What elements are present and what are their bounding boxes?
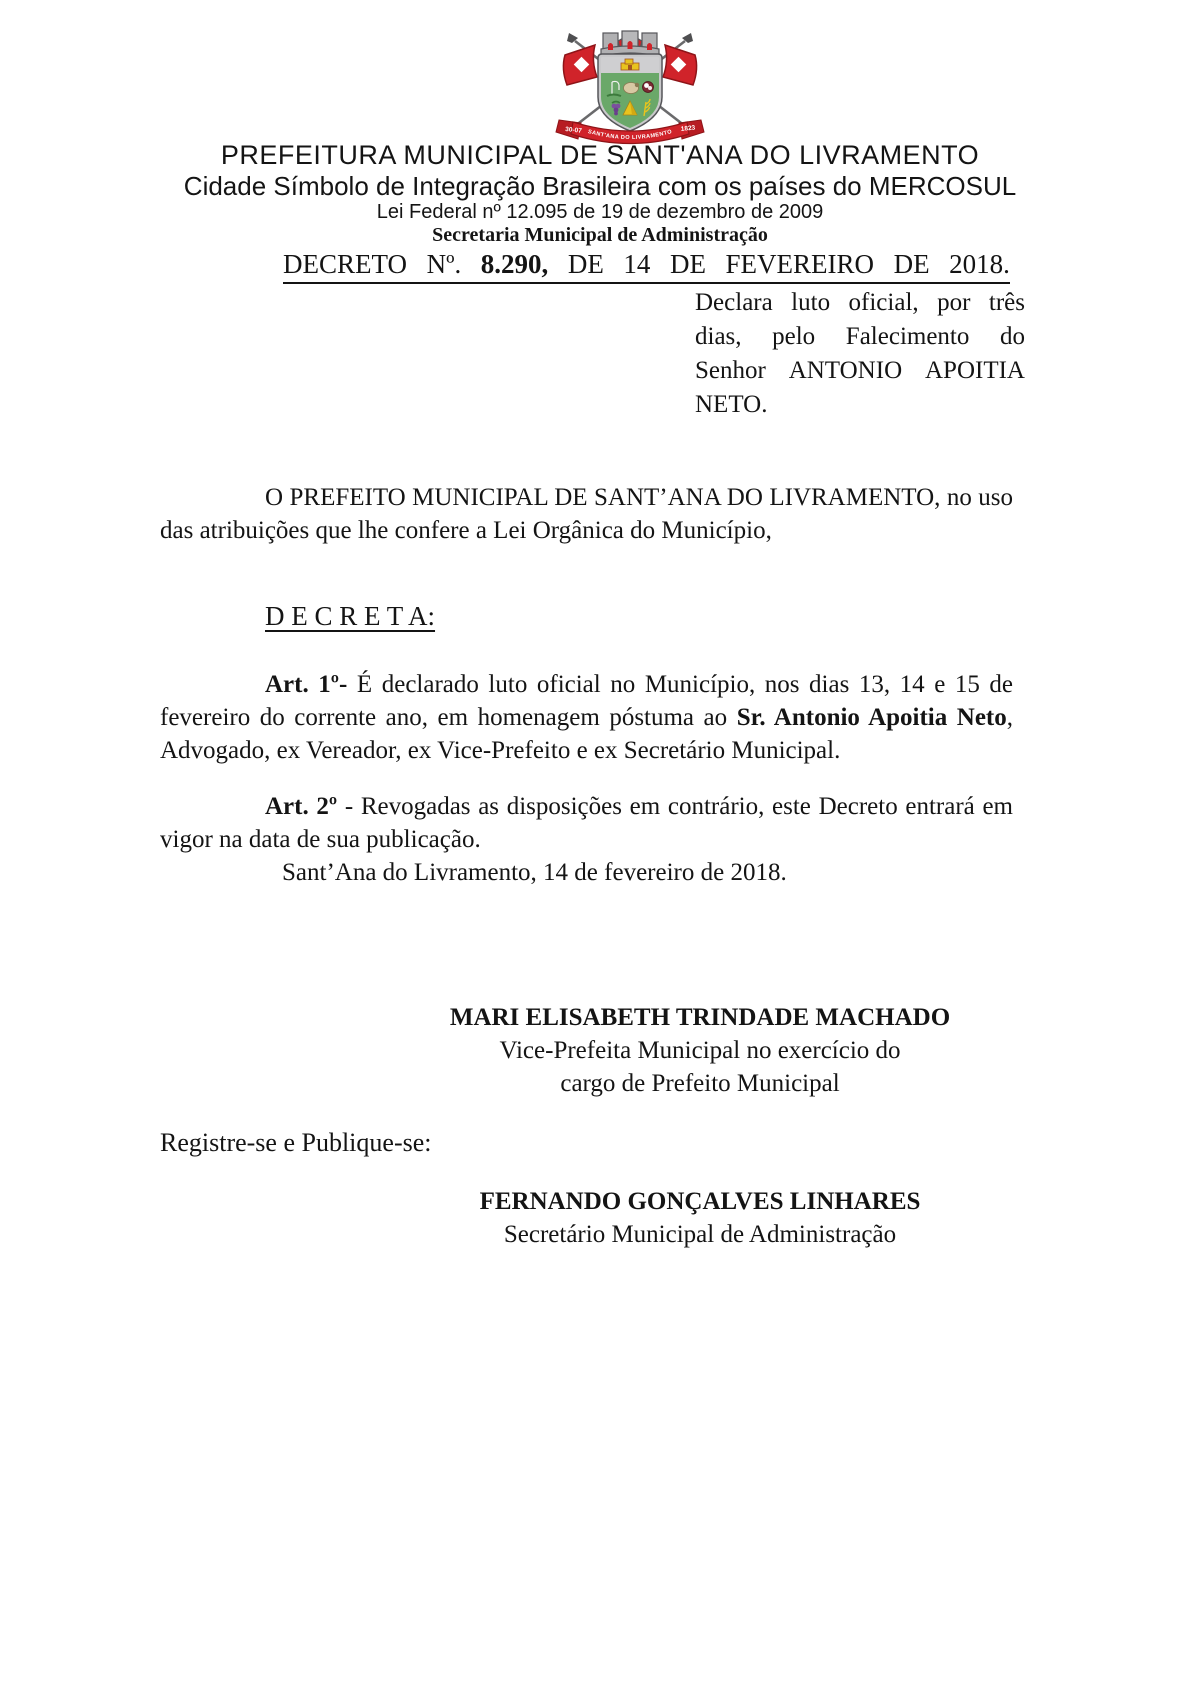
- decree-preamble: O PREFEITO MUNICIPAL DE SANT’ANA DO LIVRAMENTO, no uso das atribuições que lhe confere a Lei Orgânica do Município,: [160, 484, 1013, 544]
- text-segment: É declarado luto oficial no Município, nos dias 13, 14 e 15 de fevereiro do corrente ano, em homenagem póstuma ao: [160, 671, 1013, 731]
- register-publish-line: Registre-se e Publique-se:: [160, 1128, 432, 1157]
- coat-of-arms-graphic: [555, 26, 705, 146]
- article-1: [160, 668, 1013, 767]
- text-segment: Art. 2º: [265, 793, 338, 820]
- flag-right: [663, 45, 697, 85]
- decree-ementa: Declara luto oficial, por três dias, pelo Falecimento do Senhor ANTONIO APOITIA NETO.: [695, 289, 1025, 418]
- decree-title-line: [283, 249, 1010, 284]
- text-segment: FEVEREIRO: [725, 249, 875, 279]
- text-segment: Sr. Antonio Apoitia Neto: [736, 704, 1007, 731]
- article-2: [160, 790, 1013, 856]
- text-segment: Nº.: [426, 249, 462, 279]
- signer-name-vice-prefeita: MARI ELISABETH TRINDADE MACHADO: [449, 1004, 951, 1031]
- ribbon-year-founding: 30-07: [564, 126, 583, 135]
- text-segment: Art. 1º-: [265, 671, 357, 698]
- signer-role-line1: Vice-Prefeita Municipal no exercício do: [499, 1037, 901, 1064]
- signer-role-line2: cargo de Prefeito Municipal: [560, 1070, 840, 1097]
- sheep-charge: [624, 83, 640, 94]
- text-segment: DE: [893, 249, 930, 279]
- header-prefeitura-title: PREFEITURA MUNICIPAL DE SANT'ANA DO LIVRAMENTO: [220, 140, 980, 170]
- text-segment: 8.290,: [480, 249, 549, 279]
- header-federal-law: Lei Federal nº 12.095 de 19 de dezembro de 2009: [376, 201, 824, 223]
- text-segment: DE: [669, 249, 706, 279]
- decreta-label: D E C R E T A:: [265, 601, 436, 631]
- ribbon-year-right: 1823: [680, 124, 696, 133]
- signature-block-secretary: [240, 1185, 1160, 1251]
- text-segment: , Advogado, ex Vereador, ex Vice-Prefeito e ex Secretário Municipal.: [160, 704, 1013, 764]
- text-segment: DE: [567, 249, 604, 279]
- text-segment: DECRETO: [283, 249, 408, 279]
- signature-block-mayor: [240, 1001, 1160, 1100]
- flag-left: [563, 45, 597, 85]
- signer-role-secretary: Secretário Municipal de Administração: [503, 1221, 897, 1248]
- mural-crown: [601, 31, 659, 56]
- place-date-line: Sant’Ana do Livramento, 14 de fevereiro de 2018.: [282, 859, 787, 886]
- coat-of-arms: [555, 26, 705, 146]
- shield: [598, 54, 662, 131]
- cotton-charge: [643, 82, 654, 93]
- ribbon-city-name: SANT'ANA DO LIVRAMENTO: [587, 128, 673, 142]
- text-segment: - Revogadas as disposições em contrário, este Decreto entrará em vigor na data de sua publicação.: [160, 793, 1013, 853]
- signer-name-secretary: FERNANDO GONÇALVES LINHARES: [479, 1188, 921, 1215]
- header-secretaria: Secretaria Municipal de Administração: [432, 224, 768, 246]
- text-segment: 14: [623, 249, 651, 279]
- text-segment: 2018.: [949, 249, 1010, 279]
- header-city-motto: Cidade Símbolo de Integração Brasileira com os países do MERCOSUL: [183, 171, 1017, 201]
